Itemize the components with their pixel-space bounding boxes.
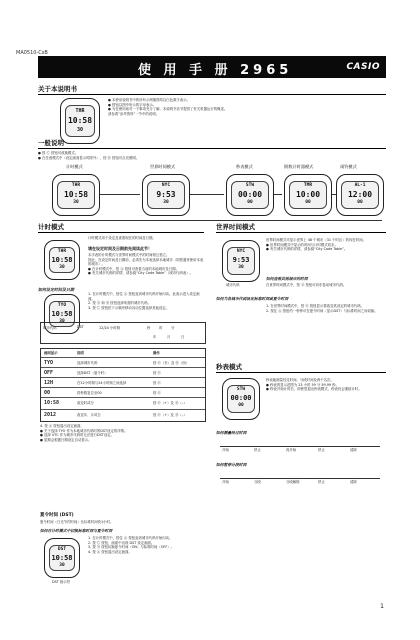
- note-line: 4. 按 Ⓐ 按钮退出设定画面。: [40, 424, 84, 428]
- timekeeping-intro: 计时模式用于设定及查看现在的时间及日期。: [88, 236, 156, 240]
- mode-label: 倒数计时器模式: [284, 164, 314, 169]
- world-sub2-text: [266, 304, 384, 313]
- timekeeping-body: [88, 253, 206, 276]
- table-row: [41, 409, 205, 410]
- section-divider: [38, 232, 204, 233]
- watch-sub-text: 30: [59, 319, 65, 324]
- mode-label: 计时模式: [66, 164, 83, 169]
- dst-subtitle: 如何在计时模式中切换标准时间与夏令时间: [40, 528, 113, 533]
- watch-face: [49, 247, 75, 273]
- dst-steps: [88, 536, 206, 554]
- about-line: 请参看“参考资料”一节中的说明。: [108, 111, 159, 116]
- elapsed-flow-line: [220, 446, 380, 447]
- world-sub2-title: 如何为各城市代码设定标准时间或夏令时间: [216, 296, 289, 301]
- watch-top-text: TYO: [57, 303, 67, 308]
- watch-sub-text: 00: [357, 200, 363, 205]
- table-cell: 00: [44, 390, 51, 396]
- watch-face: [341, 181, 379, 209]
- section-divider: [216, 232, 386, 233]
- flow-arrow: [190, 194, 224, 195]
- set-time-step: 1. 在计时模式中，按住 Ⓐ 按钮直到城市代码开始闪动。此表示进入设定画面。: [88, 292, 200, 301]
- section-divider: [216, 372, 386, 373]
- watch-face: [49, 545, 75, 571]
- watch-sub-text: 30: [59, 265, 65, 270]
- watch-sub-text: 30: [73, 200, 79, 205]
- table-row: [41, 377, 205, 378]
- seq-item: 城市代码: [43, 326, 57, 330]
- table-cell: 2012: [44, 412, 57, 418]
- set-time-step: 2. 按 Ⓓ 和 Ⓑ 按钮选择所需的城市代码。: [88, 301, 151, 306]
- dst-step: 4. 按 Ⓐ 按钮退出设定画面。: [88, 549, 132, 554]
- stopwatch-line: 秒表能测量经过时间、分段时间及两个名次。: [266, 378, 334, 382]
- table-cell: 将秒数复位至00: [77, 391, 102, 395]
- set-time-title: 如何设定时间及日期: [38, 287, 74, 292]
- watch-sub-text: 30: [76, 127, 84, 133]
- watch-main-text: 10:58: [67, 116, 93, 125]
- stopwatch-body: [266, 378, 384, 392]
- table-cell: 按 Ⓓ: [153, 371, 161, 375]
- general-line: ● 按 Ⓒ 按钮可改换模式。: [38, 151, 79, 155]
- section-world-time-heading: 世界时间模式: [216, 223, 255, 231]
- mode-watch-alarm: [336, 174, 384, 216]
- table-header: 操作: [153, 351, 160, 355]
- timekeeping-line: ● 在计时模式中，按 Ⓐ 按钮可查看当前的本地城市及日期。: [88, 266, 179, 271]
- timekeeping-line: 本手表的计时模式与世界时间模式中的时间相互独立。: [88, 253, 170, 257]
- table-row: [41, 387, 205, 388]
- watch-top-text: THR: [71, 183, 81, 188]
- mode-watch-countdown: [284, 174, 332, 216]
- watch-face: [227, 385, 255, 413]
- title-bar: [38, 56, 386, 78]
- section-timekeeping-heading: 计时模式: [38, 223, 64, 231]
- about-watch-illustration: [60, 98, 100, 144]
- timekeeping-notes: [40, 424, 206, 442]
- watch-top-text: THR: [57, 249, 67, 254]
- dst-text: 夏令时间（日光节约时间）比标准时间快1小时。: [40, 520, 114, 524]
- elapsed-step: 再开始: [286, 448, 297, 452]
- table-cell: OFF: [44, 370, 54, 376]
- flow-arrow: [332, 194, 336, 195]
- section-divider: [38, 94, 386, 95]
- world-sub1-title: 如何查看其他城市的时间: [266, 276, 308, 281]
- general-text: [38, 151, 338, 160]
- split-step: 停止: [318, 480, 325, 484]
- watch-top-text: DST: [57, 547, 67, 552]
- timekeeping-warning-title: 请在设定时间及日期前先阅读此节！: [88, 246, 152, 251]
- watch-sub-text: 00: [247, 200, 253, 205]
- watch-sub-text: 00: [305, 200, 311, 205]
- document-code: MA0510-CsB: [16, 50, 48, 56]
- mode-watch-stopwatch: [226, 174, 274, 216]
- watch-top-text: AL-1: [354, 183, 366, 188]
- table-row: [41, 357, 205, 358]
- seq-item: 月: [167, 335, 171, 339]
- note-line: ● 星期会根据日期设定自动显示。: [40, 437, 92, 442]
- dst-step: 1. 在计时模式中，按住 Ⓐ 按钮直到城市代码开始闪动。: [88, 536, 173, 540]
- table-cell: 按 Ⓓ（+）及 Ⓑ（–）: [153, 401, 187, 405]
- dst-title: 夏令时间 (DST): [40, 513, 74, 518]
- watch-sub-text: 00: [238, 403, 244, 408]
- elapsed-step: 开始: [222, 448, 229, 452]
- stopwatch-line: ● 秒表开始计时后，即使您退出秒表模式，秒表仍会继续计时。: [266, 387, 362, 392]
- split-step: 分段解除: [286, 480, 300, 484]
- watch-main-text: 10:58: [51, 310, 73, 318]
- section-divider: [38, 148, 386, 149]
- watch-main-text: 00:00: [230, 394, 252, 402]
- dst-step: 3. 按 Ⓓ 按钮切换夏令时间（ON）与标准时间（OFF）。: [88, 545, 175, 550]
- seq-item: 时: [159, 326, 163, 330]
- world-time-watch-illustration: [222, 240, 260, 282]
- watch-face: [65, 105, 95, 137]
- table-cell: 选择DST（夏令时）: [77, 371, 108, 375]
- watch-top-text: NYC: [161, 183, 171, 188]
- watch-face: [147, 181, 185, 209]
- table-row: [41, 367, 205, 368]
- world-line: 世界时间模式可显示世界上 48 个城市（31 个时区）的现在时间。: [266, 238, 367, 242]
- seq-item: 分: [171, 326, 175, 330]
- split-step: 清除: [350, 480, 357, 484]
- elapsed-step: 停止: [254, 448, 261, 452]
- table-cell: 12H: [44, 380, 54, 386]
- watch-top-text: THR: [75, 108, 85, 114]
- table-row: [41, 397, 205, 398]
- table-cell: 10:58: [44, 400, 60, 406]
- watch-face: [231, 181, 269, 209]
- world-sub2-line: 1. 在世界时间模式中，按 Ⓓ 按钮显示要改变其设定的城市代码。: [266, 304, 365, 308]
- casio-logo: CASIO: [346, 62, 380, 72]
- world-line: ● 有关城市代码的详情，请参阅“City Code Table”。: [266, 247, 348, 252]
- timekeeping-line: ● 有关城市代码的详情，请参阅“City Code Table”（城市代码表）。: [88, 271, 193, 276]
- set-time-step: 3. 按 Ⓒ 按钮依下示顺序移动闪动位置选择其他设定。: [88, 305, 170, 310]
- seq-item: 日: [181, 335, 185, 339]
- mode-label: 闹铃模式: [340, 164, 357, 169]
- table-cell: 按 Ⓓ（东）及 Ⓑ（西）: [153, 361, 190, 365]
- about-line: ● 为在使用前对一下事项充分了解，本说明书各节提供了有关机器运行的概述。: [108, 107, 228, 112]
- table-cell: 按 Ⓓ: [153, 381, 161, 385]
- dst-watch-illustration: [44, 538, 80, 578]
- split-step: 分段: [254, 480, 261, 484]
- seq-item: DST: [77, 325, 84, 329]
- watch-top-text: STW: [245, 183, 255, 188]
- table-cell: 选择城市代码: [77, 361, 98, 365]
- watch-top-text: STW: [236, 387, 246, 392]
- split-flow-line: [220, 478, 380, 479]
- setting-sequence: [40, 322, 206, 344]
- manual-title: 使 用 手 册 2965: [138, 63, 293, 78]
- dst-indicator-label: DST 指示符: [52, 580, 71, 584]
- seq-item: 12/24 小时制: [99, 326, 121, 330]
- stopwatch-watch-illustration: [222, 378, 260, 420]
- world-line: ● 世界时间模式中显示的时间与计时模式同步。: [266, 242, 338, 247]
- elapsed-step: 清除: [350, 448, 357, 452]
- about-text: [108, 98, 378, 116]
- flow-return-arrow: [52, 220, 382, 221]
- about-line: ● 按钮以图中所示的字母表示。: [108, 102, 157, 107]
- elapsed-step: 停止: [318, 448, 325, 452]
- timekeeping-line: 因此，在设定时间及日期前，必须先为本表选择本地城市（即您通常使用本表的城市）。: [88, 257, 204, 267]
- flow-arrow: [274, 194, 282, 195]
- watch-top-text: TMR: [303, 183, 313, 188]
- watch-main-text: 10:58: [51, 554, 73, 562]
- settings-table: [40, 348, 206, 422]
- table-cell: 按 Ⓓ: [153, 391, 161, 395]
- watch-main-text: 10:58: [63, 190, 89, 199]
- watch-face: [289, 181, 327, 209]
- watch-main-text: 10:58: [51, 256, 73, 264]
- general-line: ● 在任意模式中（设定画面显示时除外），按 Ⓑ 按钮可点亮照明。: [38, 155, 140, 160]
- watch-main-text: 00:00: [237, 190, 263, 199]
- elapsed-time-title: 如何测量经过时间: [216, 430, 247, 435]
- table-cell: 按 Ⓓ（+）及 Ⓑ（–）: [153, 413, 187, 417]
- table-cell: 在12小时制与24小时制之间选择: [77, 381, 127, 385]
- section-about-heading: 关于本说明书: [38, 85, 77, 93]
- note-line: ● 关于选择 TYO 作为本地城市代码时的DST设定的详情。: [40, 428, 128, 433]
- mode-label: 世界时间模式: [150, 164, 176, 169]
- split-step: 开始: [222, 480, 229, 484]
- world-sub2-line: 2. 按住 Ⓐ 按钮约一秒钟可在夏令时间（显示DST）与标准时间之间切换。: [266, 308, 378, 313]
- watch-main-text: 9:53: [156, 190, 176, 199]
- section-stopwatch-heading: 秒表模式: [216, 363, 242, 371]
- note-line: ● 选择 UTC 作为城市代码时无法进行DST设定。: [40, 433, 114, 438]
- watch-main-text: 9:53: [232, 256, 250, 264]
- table-cell: 改变时或分: [77, 401, 94, 405]
- split-time-title: 如何暂停分段时间: [216, 462, 247, 467]
- mode-watch-world-time: [142, 174, 190, 216]
- watch-main-text: 12:00: [347, 190, 373, 199]
- about-line: ● 本使用说明书中的所有示例插图均以白色数字表示。: [108, 98, 191, 102]
- watch-top-text: NYC: [236, 249, 246, 254]
- section-general-heading: 一般说明: [38, 139, 64, 147]
- seq-item: 秒: [147, 326, 151, 330]
- mode-label: 秒表模式: [236, 164, 253, 169]
- table-cell: TYO: [44, 360, 54, 366]
- world-time-body: [266, 238, 384, 252]
- table-header: 画面显示: [44, 351, 58, 355]
- city-code-label: 城市代码: [226, 283, 240, 287]
- watch-sub-text: 30: [163, 200, 169, 205]
- watch-face: [227, 247, 255, 275]
- table-header: 说明: [77, 351, 84, 355]
- watch-main-text: 10:00: [295, 190, 321, 199]
- table-cell: 改变年、月或日: [77, 413, 101, 417]
- page-number: 1: [380, 603, 384, 610]
- set-time-steps: [88, 292, 206, 310]
- stopwatch-line: ● 秒表的显示范围为 23 小时 59 分 59.99 秒。: [266, 382, 339, 387]
- mode-watch-timekeeping: [52, 174, 100, 216]
- watch-face: [57, 181, 95, 209]
- watch-sub-text: 30: [59, 563, 65, 568]
- dst-step: 2. 按 Ⓒ 按钮，画面中出现 DST 设定画面。: [88, 540, 155, 545]
- world-sub1-text: 在世界时间模式中，按 Ⓓ 按钮可向东卷动城市代码。: [266, 283, 347, 287]
- flow-arrow: [100, 194, 140, 195]
- seq-item: 年: [153, 335, 157, 339]
- timekeeping-watch-illustration: [44, 240, 80, 280]
- watch-sub-text: 30: [238, 265, 244, 270]
